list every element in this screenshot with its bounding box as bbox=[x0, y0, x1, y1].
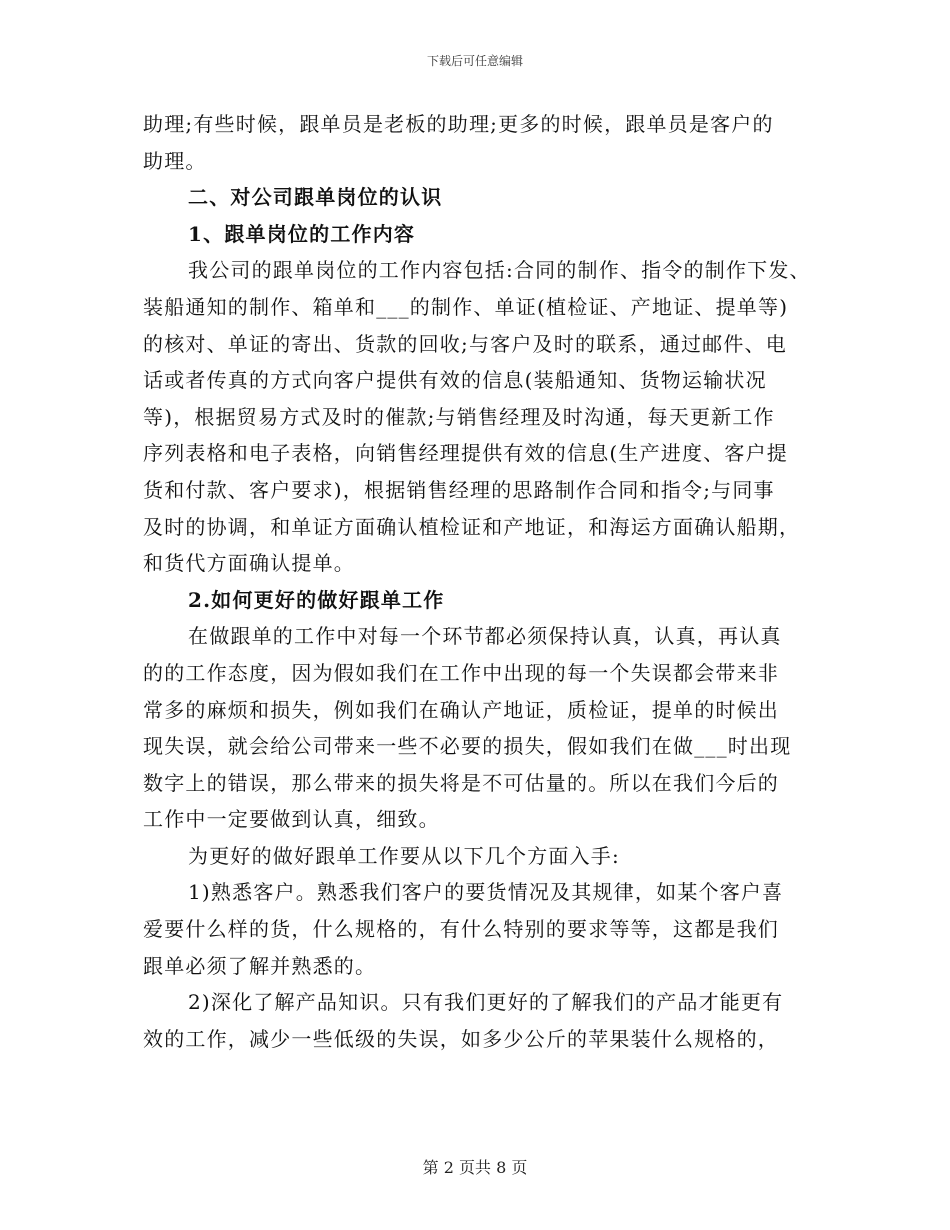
text-line: 为更好的做好跟单工作要从以下几个方面入手: bbox=[188, 843, 620, 868]
text-line: 工作中一定要做到认真，细致。 bbox=[143, 807, 440, 832]
text-line: 助理。 bbox=[143, 148, 207, 173]
text-line: 效的工作，减少一些低级的失误，如多少公斤的苹果装什么规格的， bbox=[143, 1026, 779, 1051]
text-line: 装船通知的制作、箱单和___的制作、单证(植检证、产地证、提单等) bbox=[143, 294, 789, 319]
page-header: 下载后可任意编辑 bbox=[426, 54, 523, 68]
text-line: 及时的协调，和单证方面确认植检证和产地证，和海运方面确认船期， bbox=[143, 514, 801, 539]
section-heading: 1、跟单岗位的工作内容 bbox=[188, 221, 416, 246]
text-line: 爱要什么样的货，什么规格的，有什么特别的要求等等，这都是我们 bbox=[143, 917, 779, 942]
section-heading: 二、对公司跟单岗位的认识 bbox=[188, 185, 443, 210]
text-line: 话或者传真的方式向客户提供有效的信息(装船通知、货物运输状况 bbox=[143, 368, 767, 393]
text-line: 现失误，就会给公司带来一些不必要的损失，假如我们在做___时出现 bbox=[143, 734, 792, 759]
text-line: 的的工作态度，因为假如我们在工作中出现的每一个失误都会带来非 bbox=[143, 660, 779, 685]
text-line: 助理;有些时候，跟单员是老板的助理;更多的时候，跟单员是客户的 bbox=[143, 112, 774, 136]
section-heading: 2.如何更好的做好跟单工作 bbox=[188, 587, 445, 612]
text-line: 常多的麻烦和损失，例如我们在确认产地证，质检证，提单的时候出 bbox=[143, 697, 779, 722]
text-line: 等)，根据贸易方式及时的催款;与销售经理及时沟通，每天更新工作 bbox=[143, 404, 775, 429]
text-line: 序列表格和电子表格，向销售经理提供有效的信息(生产进度、客户提 bbox=[143, 441, 789, 466]
text-line: 1)熟悉客户。熟悉我们客户的要货情况及其规律，如某个客户喜 bbox=[188, 880, 784, 905]
text-line: 2)深化了解产品知识。只有我们更好的了解我们的产品才能更有 bbox=[188, 990, 784, 1015]
document-body bbox=[143, 106, 815, 1057]
text-line: 和货代方面确认提单。 bbox=[143, 551, 355, 576]
text-line: 货和付款、客户要求)，根据销售经理的思路制作合同和指令;与同事 bbox=[143, 477, 775, 502]
text-line: 在做跟单的工作中对每一个环节都必须保持认真，认真，再认真 bbox=[188, 624, 782, 649]
text-line: 我公司的跟单岗位的工作内容包括:合同的制作、指令的制作下发、 bbox=[188, 258, 811, 283]
text-line: 跟单必须了解并熟悉的。 bbox=[143, 953, 377, 978]
text-line: 的核对、单证的寄出、货款的回收;与客户及时的联系，通过邮件、电 bbox=[143, 331, 787, 356]
page-footer: 第 2 页共 8 页 bbox=[422, 1158, 528, 1177]
text-line: 数字上的错误，那么带来的损失将是不可估量的。所以在我们今后的 bbox=[143, 770, 779, 795]
